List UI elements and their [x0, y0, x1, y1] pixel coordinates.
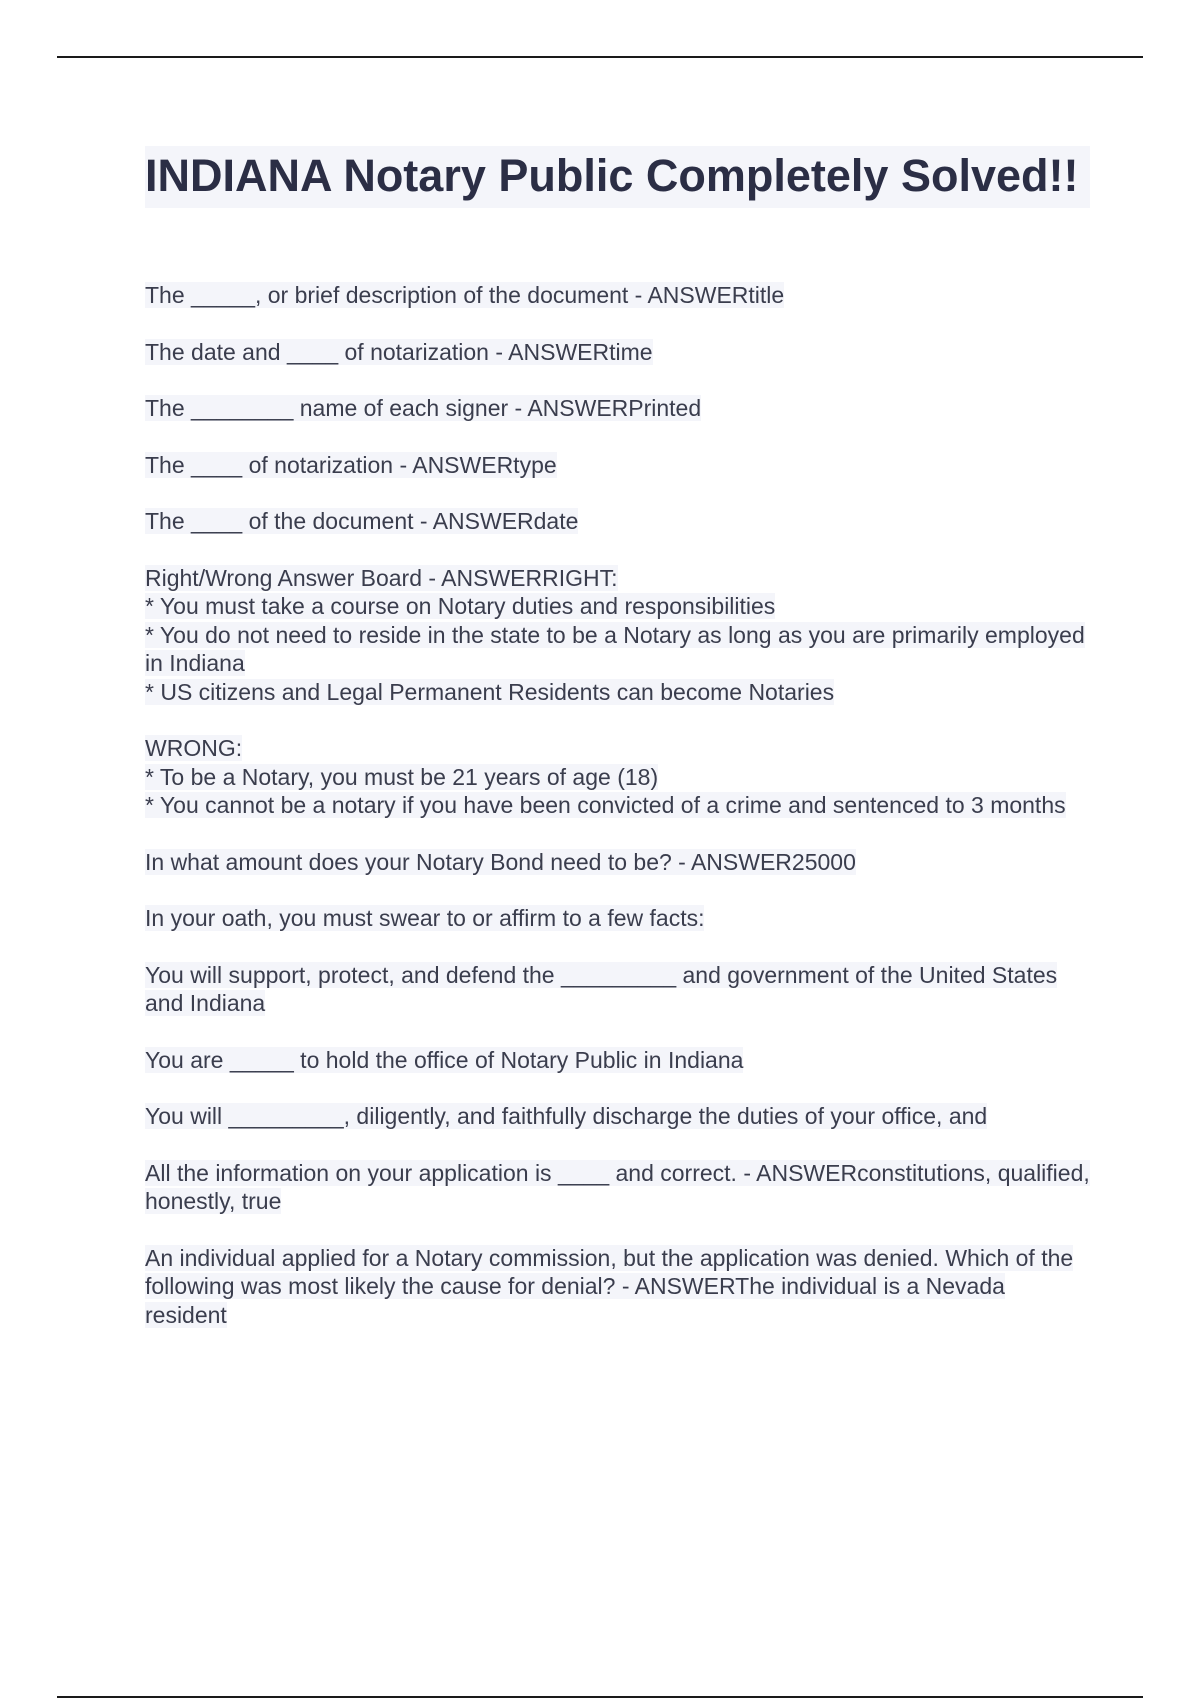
paragraph-text: The ________ name of each signer - ANSWERPrinted: [145, 395, 702, 421]
paragraph-line: [145, 848, 1090, 877]
paragraph: [145, 451, 1090, 480]
paragraph: [145, 1159, 1090, 1216]
paragraph-text: You will _________, diligently, and faithfully discharge the duties of your office, and: [145, 1103, 988, 1129]
paragraph-text: Right/Wrong Answer Board - ANSWERRIGHT:: [145, 564, 618, 591]
paragraph-line: [145, 564, 1090, 593]
paragraph-line: [145, 791, 1090, 820]
paragraph-text: You are _____ to hold the office of Notary Public in Indiana: [145, 1046, 744, 1073]
paragraph-line: [145, 394, 1090, 423]
paragraph-line: [145, 451, 1090, 480]
paragraph-line: [145, 961, 1090, 1018]
paragraph: [145, 1102, 1090, 1131]
paragraph-line: [145, 1159, 1090, 1216]
paragraph-text: * To be a Notary, you must be 21 years of age (18): [145, 763, 659, 790]
paragraph-line: [145, 592, 1090, 621]
paragraph: [145, 281, 1090, 310]
paragraph: [145, 507, 1090, 536]
document-title: INDIANA Notary Public Completely Solved!!: [145, 146, 1090, 208]
paragraph-text: * US citizens and Legal Permanent Residents can become Notaries: [145, 678, 835, 705]
footer-rule: [57, 1696, 1143, 1698]
right-wrong-board-right: [145, 564, 1090, 707]
paragraph-text: All the information on your application is ____ and correct. - ANSWERconstitutions, qualified, honestly, true: [145, 1159, 1090, 1214]
document-body: [145, 281, 1090, 1329]
paragraph: [145, 848, 1090, 877]
paragraph-line: [145, 904, 1090, 933]
paragraph-line: [145, 734, 1090, 763]
paragraph-text: An individual applied for a Notary commission, but the application was denied. Which of the following was most likely the cause for denial? - ANSWERThe individual is a Nevada resident: [145, 1244, 1074, 1328]
paragraph: [145, 1244, 1090, 1330]
paragraph-line: [145, 1102, 1090, 1131]
paragraph-text: * You cannot be a notary if you have been convicted of a crime and sentenced to 3 months: [145, 792, 1066, 818]
paragraph-text: * You must take a course on Notary duties and responsibilities: [145, 593, 776, 619]
paragraph-text: You will support, protect, and defend the _________ and government of the United States and Indiana: [145, 961, 1058, 1016]
right-wrong-board-wrong: [145, 734, 1090, 820]
paragraph-text: The _____, or brief description of the document - ANSWERtitle: [145, 282, 785, 308]
paragraph-text: The ____ of the document - ANSWERdate: [145, 508, 579, 534]
paragraph-line: [145, 281, 1090, 310]
paragraph: [145, 961, 1090, 1018]
paragraph: [145, 338, 1090, 367]
paragraph-text: WRONG:: [145, 735, 243, 761]
paragraph-line: [145, 338, 1090, 367]
paragraph-line: [145, 763, 1090, 792]
document-content: [145, 146, 1090, 1357]
paragraph-text: In your oath, you must swear to or affirm to a few facts:: [145, 905, 705, 931]
paragraph-line: [145, 621, 1090, 678]
header-rule: [57, 56, 1143, 58]
paragraph-text: The ____ of notarization - ANSWERtype: [145, 451, 557, 478]
paragraph-text: The date and ____ of notarization - ANSWERtime: [145, 338, 653, 365]
paragraph-line: [145, 507, 1090, 536]
paragraph-text: In what amount does your Notary Bond need to be? - ANSWER25000: [145, 848, 856, 875]
paragraph: [145, 394, 1090, 423]
paragraph-text: * You do not need to reside in the state to be a Notary as long as you are primarily employed in Indiana: [145, 621, 1085, 676]
paragraph-line: [145, 1046, 1090, 1075]
paragraph: [145, 1046, 1090, 1075]
paragraph-line: [145, 1244, 1090, 1330]
paragraph-line: [145, 678, 1090, 707]
paragraph: [145, 904, 1090, 933]
